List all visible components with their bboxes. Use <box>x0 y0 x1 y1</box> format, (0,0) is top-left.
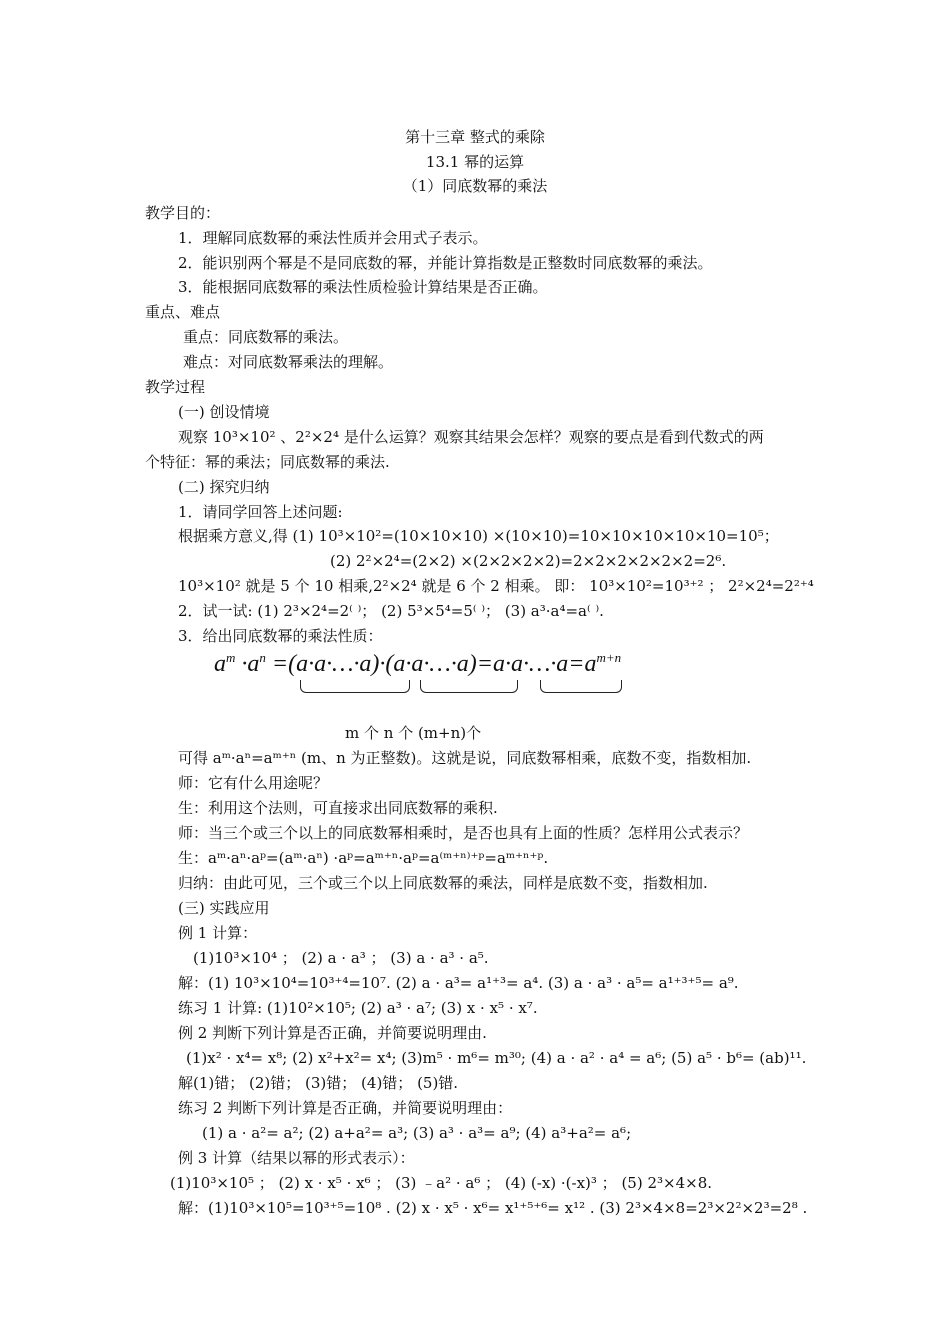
example-3-problems: (1)10³×10⁵ ； (2) x · x⁵ · x⁶ ； (3) ﹣a² · a⁶ ； (4) (-x) ·(-x)³ ； (5) 2³×4×8. <box>170 1174 713 1192</box>
example-3-solution: 解：(1)10³×10⁵=10³⁺⁵=10⁸ . (2) x · x⁵ · x⁶= x¹⁺⁵⁺⁶= x¹² . (3) 2³×4×8=2³×2²×2³=2⁸ . <box>178 1199 808 1217</box>
derivation-1: 根据乘方意义,得 (1) 10³×10²=(10×10×10) ×(10×10)=10×10×10×10×10=10⁵； <box>178 527 779 545</box>
formula-exp-mn: m+n <box>596 650 622 665</box>
difficult-point: 难点：对同底数幂乘法的理解。 <box>183 353 394 371</box>
teacher-question-1: 师：它有什么用途呢？ <box>178 774 329 792</box>
exercise-2-title: 练习 2 判断下列计算是否正确，并简要说明理由： <box>178 1099 513 1117</box>
formula-base-a: a <box>214 651 226 677</box>
underbrace-mn <box>540 680 622 693</box>
induction: 归纳：由此可见，三个或三个以上同底数幂的乘法，同样是底数不变，指数相加. <box>178 874 708 892</box>
goal-2: 2．能识别两个幂是不是同底数的幂，并能计算指数是正整数时同底数幂的乘法。 <box>178 254 713 272</box>
student-answer-1: 生：利用这个法则，可直接求出同底数幂的乘积. <box>178 799 498 817</box>
underbrace-n <box>420 680 518 693</box>
formula-dot: · <box>241 651 248 677</box>
formula-exp-n: n <box>259 650 266 665</box>
formula-base-a2: a <box>247 651 260 677</box>
lesson-title: （1）同底数幂的乘法 <box>402 177 548 195</box>
formula-result: =a <box>568 651 597 677</box>
brace-labels: m 个 n 个 (m+n)个 <box>345 724 482 742</box>
heading-teaching-process: 教学过程 <box>145 378 206 396</box>
formula-group-mn: =a·a·…·a <box>476 651 569 677</box>
try-it: 2．试一试: (1) 2³×2⁴=2⁽ ⁾； (2) 5³×5⁴=5⁽ ⁾； (3) a³·a⁴=a⁽ ⁾. <box>178 602 604 620</box>
underbrace-m <box>300 680 410 693</box>
section-title: 13.1 幂的运算 <box>425 153 525 171</box>
exercise-2-problems: (1) a · a²= a²; (2) a+a²= a³; (3) a³ · a³= a⁹; (4) a³+a²= a⁶; <box>202 1124 632 1142</box>
example-3-title: 例 3 计算（结果以幂的形式表示）： <box>178 1149 415 1167</box>
example-2-title: 例 2 判断下列计算是否正确，并简要说明理由. <box>178 1024 487 1042</box>
heading-key-points: 重点、难点 <box>145 303 221 321</box>
example-1-title: 例 1 计算： <box>178 924 258 942</box>
derivation-2: (2) 2²×2⁴=(2×2) ×(2×2×2×2)=2×2×2×2×2×2=2⁶. <box>330 552 727 570</box>
derivation-summary: 10³×10² 就是 5 个 10 相乘,2²×2⁴ 就是 6 个 2 相乘。 即： 10³×10²=10³⁺² ； 2²×2⁴=2²⁺⁴ <box>178 577 814 595</box>
property-result: 可得 aᵐ·aⁿ=aᵐ⁺ⁿ (m、n 为正整数)。这就是说，同底数幂相乘，底数不变，指数相加. <box>178 749 752 767</box>
heading-teaching-goals: 教学目的： <box>145 204 221 222</box>
exercise-1: 练习 1 计算: (1)10²×10⁵; (2) a³ · a⁷; (3) x · x⁵ · x⁷. <box>178 999 538 1017</box>
step-2-heading: (二) 探究归纳 <box>178 478 270 496</box>
property-heading: 3．给出同底数幂的乘法性质： <box>178 627 383 645</box>
observe-line-1: 观察 10³×10² 、2²×2⁴ 是什么运算？观察其结果会怎样？观察的要点是看到代数式的两 <box>178 428 764 446</box>
formula-group-m: =(a·a·…·a) <box>271 651 380 677</box>
observe-line-2: 个特征：幂的乘法；同底数幂的乘法. <box>145 453 390 471</box>
chapter-title: 第十三章 整式的乘除 <box>405 128 545 146</box>
example-1-problems: (1)10³×10⁴ ； (2) a · a³ ； (3) a · a³ · a⁵. <box>193 949 489 967</box>
example-2-solution: 解(1)错； (2)错； (3)错； (4)错； (5)错. <box>178 1074 459 1092</box>
example-2-problems: (1)x² · x⁴= x⁸; (2) x²+x²= x⁴; (3)m⁵ · m⁶= m³⁰; (4) a · a² · a⁴ = a⁶; (5) a⁵ · b⁶= (ab)¹¹. <box>186 1049 807 1067</box>
goal-3: 3．能根据同底数幂的乘法性质检验计算结果是否正确。 <box>178 278 548 296</box>
step-1-heading: (一) 创设情境 <box>178 403 270 421</box>
formula-exp-m: m <box>226 650 236 665</box>
step-3-heading: (三) 实践应用 <box>178 899 270 917</box>
teacher-question-2: 师：当三个或三个以上的同底数幂相乘时，是否也具有上面的性质？怎样用公式表示？ <box>178 824 749 842</box>
goal-1: 1．理解同底数幂的乘法性质并会用式子表示。 <box>178 229 488 247</box>
key-point: 重点：同底数幂的乘法。 <box>183 328 349 346</box>
question-prompt: 1．请同学回答上述问题: <box>178 503 343 521</box>
example-1-solution: 解：(1) 10³×10⁴=10³⁺⁴=10⁷. (2) a · a³= a¹⁺³= a⁴. (3) a · a³ · a⁵= a¹⁺³⁺⁵= a⁹. <box>178 974 739 992</box>
formula-group-n: ·(a·a·…·a) <box>379 651 477 677</box>
student-answer-2: 生：aᵐ·aⁿ·aᵖ=(aᵐ·aⁿ) ·aᵖ=aᵐ⁺ⁿ·aᵖ=a⁽ᵐ⁺ⁿ⁾⁺ᵖ=aᵐ⁺ⁿ⁺ᵖ. <box>178 849 549 867</box>
